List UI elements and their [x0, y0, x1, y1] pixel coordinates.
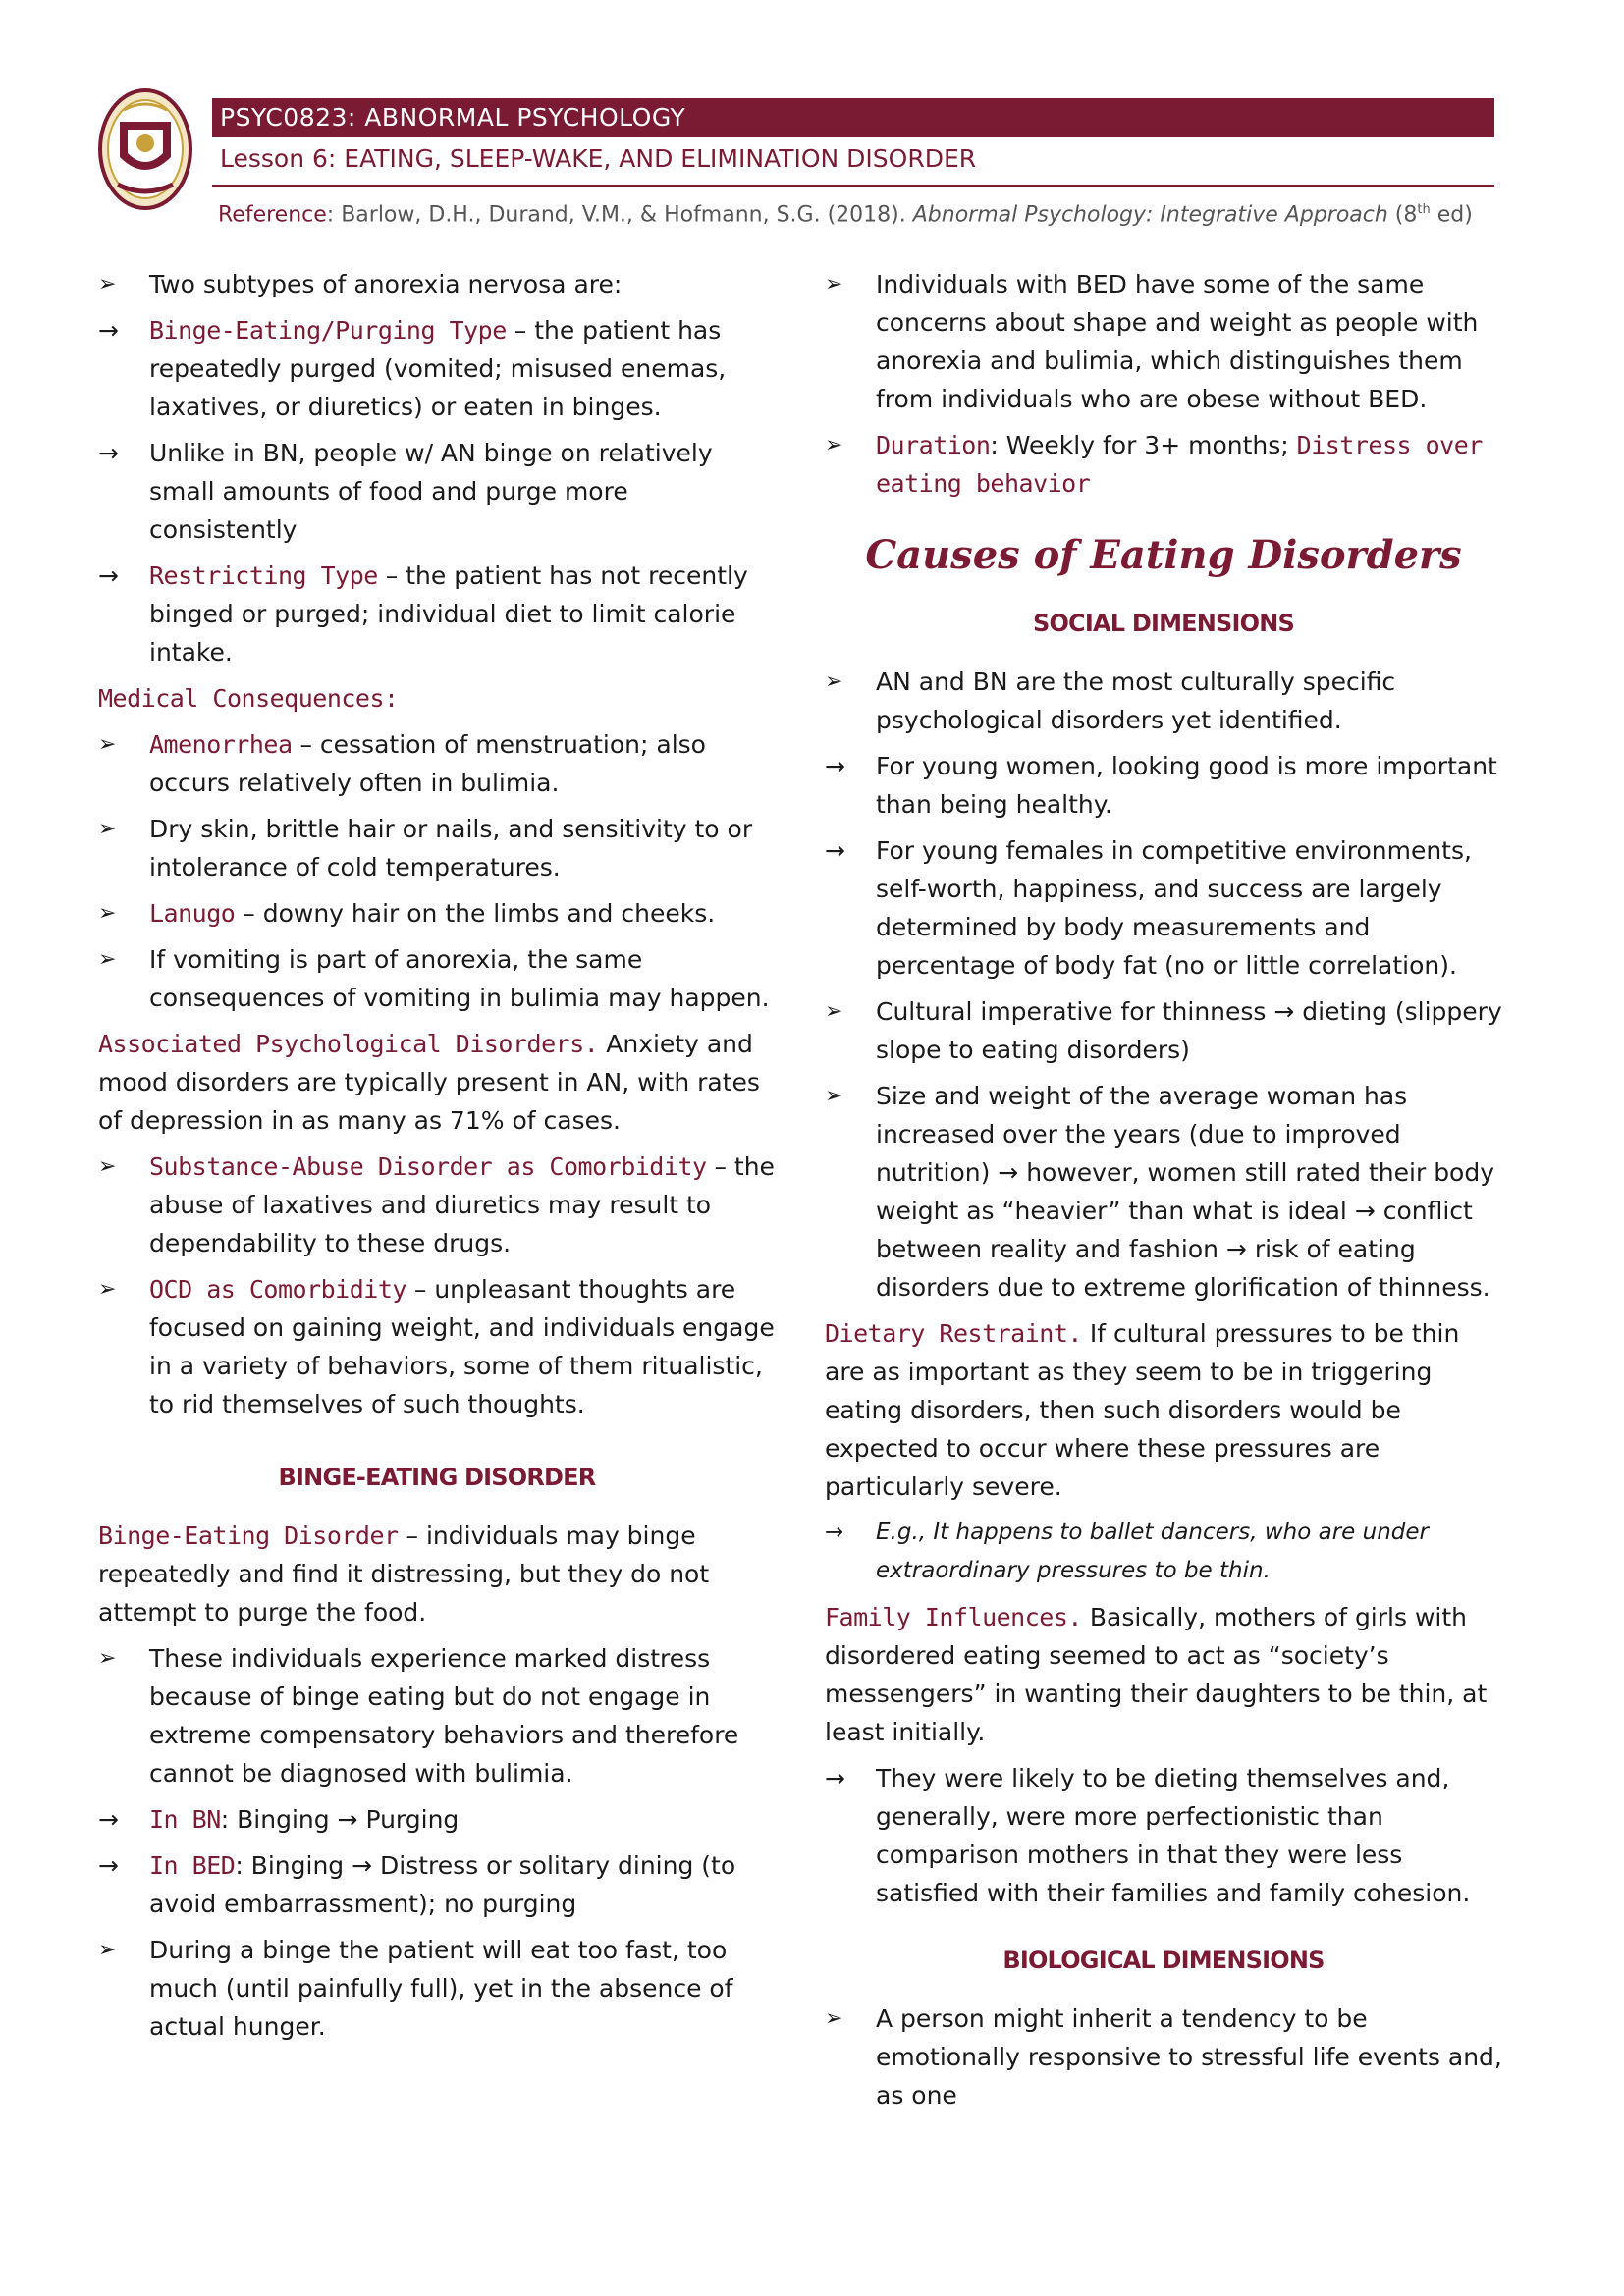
substance-abuse-item: ➢ Substance-Abuse Disorder as Comorbidity – the abuse of laxatives and diuretics may result to dependability to these drugs.	[98, 1148, 776, 1262]
university-seal-logo	[98, 88, 192, 214]
biological-dimensions-heading: BIOLOGICAL DIMENSIONS	[1002, 1947, 1325, 1974]
vomiting-item: ➢ If vomiting is part of anorexia, the same consequences of vomiting in bulimia may happen.	[98, 940, 776, 1017]
inherit-item: ➢ A person might inherit a tendency to be emotionally responsive to stressful life events and, as one	[825, 2000, 1502, 2114]
cultural-imperative-item: ➢ Cultural imperative for thinness → dieting (slippery slope to eating disorders)	[825, 992, 1502, 1069]
right-column	[825, 265, 1502, 2114]
culture-specific-item: ➢ AN and BN are the most culturally specific psychological disorders yet identified.	[825, 663, 1502, 739]
header-divider	[212, 185, 1494, 187]
ballet-example: → E.g., It happens to ballet dancers, who are under extraordinary pressures to be thin.	[825, 1514, 1502, 1590]
bed-distress-item: ➢ These individuals experience marked distress because of binge eating but do not engage in extreme compensatory behaviors and therefore cannot be diagnosed with bulimia.	[98, 1639, 776, 1792]
in-bed-item: → In BED: Binging → Distress or solitary dining (to avoid embarrassment); no purging	[98, 1846, 776, 1923]
course-title: PSYC0823: ABNORMAL PSYCHOLOGY	[220, 103, 686, 132]
dry-skin-item: ➢ Dry skin, brittle hair or nails, and sensitivity to or intolerance of cold temperatures.	[98, 810, 776, 886]
dietary-restraint: Dietary Restraint. If cultural pressures to be thin are as important as they seem to be in triggering eating disorders, then such disorders would be expected to occur where these pressures are particularly severe.	[825, 1319, 1460, 1501]
young-females-item: → For young females in competitive environments, self-worth, happiness, and success are largely determined by body measurements and percentage of body fat (no or little correlation).	[825, 831, 1502, 985]
family-influences: Family Influences. Basically, mothers of girls with disordered eating seemed to act as “society’s messengers” in wanting their daughters to be thin, at least initially.	[825, 1603, 1488, 1746]
bed-section-heading: BINGE-EATING DISORDER	[278, 1464, 596, 1491]
restricting-type: → Restricting Type – the patient has not recently binged or purged; individual diet to limit calorie intake.	[98, 557, 776, 671]
bed-definition: Binge-Eating Disorder – individuals may binge repeatedly and find it distressing, but they do not attempt to purge the food.	[98, 1522, 710, 1627]
during-binge-item: ➢ During a binge the patient will eat too fast, too much (until painfully full), yet in the absence of actual hunger.	[98, 1931, 776, 2046]
in-bn-item: → In BN: Binging → Purging	[98, 1800, 776, 1839]
duration-item: ➢ Duration: Weekly for 3+ months; Distress over eating behavior	[825, 426, 1502, 503]
reference-label: Reference	[218, 202, 327, 228]
young-women-item: → For young women, looking good is more important than being healthy.	[825, 747, 1502, 824]
amenorrhea-item: ➢ Amenorrhea – cessation of menstruation; also occurs relatively often in bulimia.	[98, 725, 776, 802]
reference-book-title: Abnormal Psychology: Integrative Approach	[912, 202, 1388, 228]
left-column	[98, 265, 776, 2046]
mothers-dieting-item: → They were likely to be dieting themselves and, generally, were more perfectionistic than comparison mothers in that they were less satisfied with their families and family cohesion.	[825, 1759, 1502, 1912]
lanugo-item: ➢ Lanugo – downy hair on the limbs and cheeks.	[98, 894, 776, 933]
binge-type-note: → Unlike in BN, people w/ AN binge on relatively small amounts of food and purge more consistently	[98, 434, 776, 549]
lesson-title: Lesson 6: EATING, SLEEP-WAKE, AND ELIMINATION DISORDER	[220, 144, 977, 173]
bed-concerns-item: ➢ Individuals with BED have some of the same concerns about shape and weight as people with anorexia and bulimia, which distinguishes them from individuals who are obese without BED.	[825, 265, 1502, 418]
reference-line: Reference: Barlow, D.H., Durand, V.M., & Hofmann, S.G. (2018). Abnormal Psychology: Integrative Approach (8th ed)	[218, 202, 1473, 228]
ocd-item: ➢ OCD as Comorbidity – unpleasant thoughts are focused on gaining weight, and individuals engage in a variety of behaviors, some of them ritualistic, to rid themselves of such thoughts.	[98, 1270, 776, 1423]
medical-consequences-heading: Medical Consequences:	[98, 684, 399, 713]
size-weight-item: ➢ Size and weight of the average woman has increased over the years (due to improved nutrition) → however, women still rated their body weight as “heavier” than what is ideal → conflict between reality and fashion → risk of eating disorders due to extreme glorification of thinness.	[825, 1077, 1502, 1307]
causes-title: Causes of Eating Disorders	[865, 532, 1462, 578]
associated-disorders: Associated Psychological Disorders. Anxiety and mood disorders are typically present in AN, with rates of depression in as many as 71% of cases.	[98, 1030, 760, 1135]
social-dimensions-heading: SOCIAL DIMENSIONS	[1032, 610, 1295, 637]
subtypes-intro: ➢ Two subtypes of anorexia nervosa are:	[98, 265, 776, 303]
binge-purging-type: → Binge-Eating/Purging Type – the patient has repeatedly purged (vomited; misused enemas, laxatives, or diuretics) or eaten in binges.	[98, 311, 776, 426]
